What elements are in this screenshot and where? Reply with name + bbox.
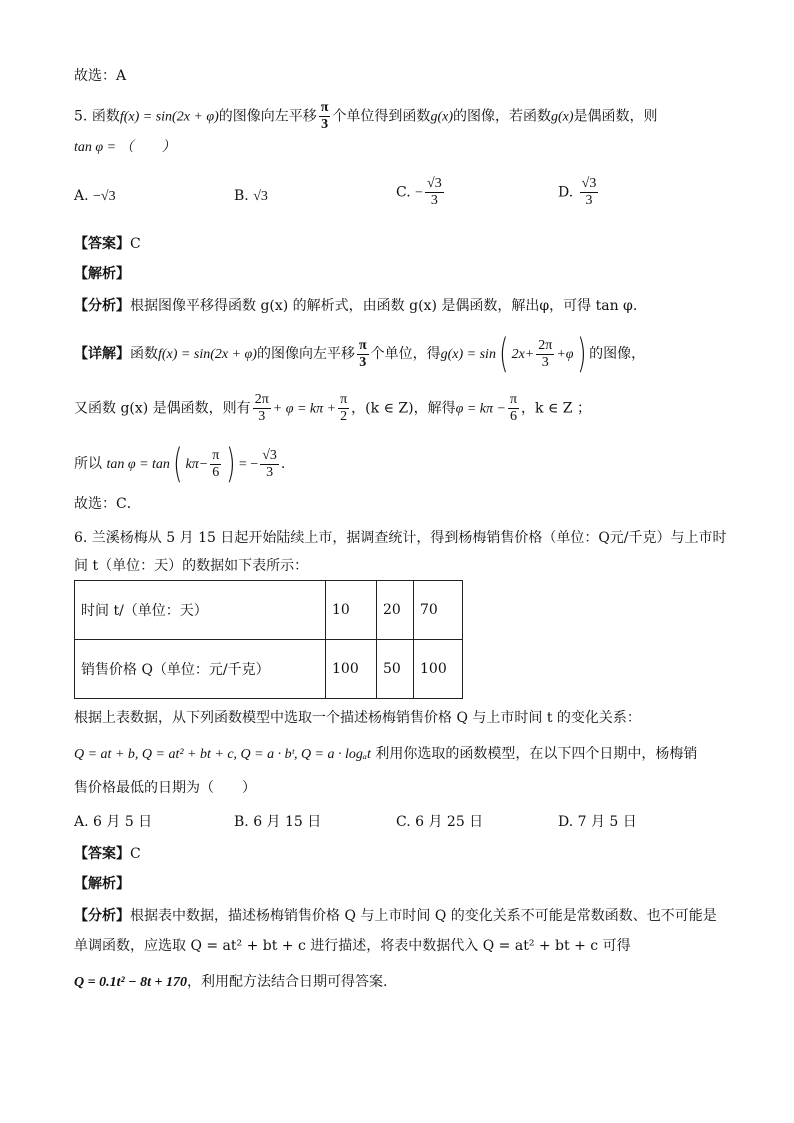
table-row xyxy=(75,640,463,699)
formula: Q = 0.1t² − 8t + 170 xyxy=(74,975,188,990)
table-cell: 70 xyxy=(414,581,463,640)
analysis-heading: 【解析】 xyxy=(74,876,130,892)
stem-text: 的图像， xyxy=(589,346,646,362)
answer-choice-line: 故选：C． xyxy=(74,496,141,512)
prev-answer-line: 故选：A xyxy=(74,68,127,84)
stem-text: 所以 xyxy=(74,456,102,472)
function-g: g(x) xyxy=(550,109,574,125)
expr: tan φ = tan xyxy=(106,457,170,472)
expr: 2x+ xyxy=(511,347,535,362)
period: . xyxy=(280,456,286,472)
tan-result-line xyxy=(74,441,286,487)
answer-6 xyxy=(74,844,141,864)
option-c xyxy=(396,176,446,209)
table-cell: 20 xyxy=(377,581,414,640)
section-label: 【分析】 xyxy=(74,298,130,314)
answer-label: 【答案】 xyxy=(74,236,130,252)
option-label: D. xyxy=(558,184,574,201)
expr: = − xyxy=(238,457,259,472)
tan-phi-prompt: tan φ = （ ） xyxy=(74,140,176,155)
option-value: −√3 xyxy=(93,189,116,204)
question-6-line-3: 售价格最低的日期为（ ） xyxy=(74,780,256,796)
stem-text: 个单位，得 xyxy=(370,346,441,362)
analysis-summary xyxy=(74,296,637,316)
answer-5 xyxy=(74,234,141,254)
option-a xyxy=(74,186,116,207)
question-6-line-2: 间 t（单位：天）的数据如下表所示： xyxy=(74,558,309,574)
expr: + φ = kπ + xyxy=(272,401,337,417)
question-6-models xyxy=(74,744,697,765)
fraction-pi-3: $\frac{\pi}{3}$ xyxy=(358,337,367,370)
stem-text: 函数 xyxy=(130,346,158,362)
data-table xyxy=(74,580,463,699)
stem-text: ，(k ∈ Z)，解得 xyxy=(351,400,456,417)
analysis-6-line-1 xyxy=(74,906,717,926)
table-cell: 10 xyxy=(326,581,377,640)
option-b xyxy=(234,186,268,207)
right-paren: ) xyxy=(226,441,236,487)
fraction-2pi-3: $\frac{2\pi}{3}$ xyxy=(538,337,553,370)
section-label: 【分析】 xyxy=(74,908,130,924)
section-text: 根据表中数据，描述杨梅销售价格 Q 与上市时间 Q 的变化关系不可能是常数函数、也不可能是 xyxy=(130,908,717,924)
table-cell: 销售价格 Q（单位：元/千克） xyxy=(75,640,326,699)
stem-text: 的图像向左平移 xyxy=(256,346,355,362)
section-text: 根据图像平移得函数 g(x) 的解析式，由函数 g(x) 是偶函数，解出φ，可得 tan φ. xyxy=(130,298,638,314)
answer-value: C xyxy=(130,846,141,862)
section-label: 【详解】 xyxy=(74,346,130,362)
fraction-pi-6: $\frac{\pi}{6}$ xyxy=(212,447,220,480)
expr: kπ− xyxy=(185,457,209,472)
fraction-pi-6: $\frac{\pi}{6}$ xyxy=(509,392,518,424)
fraction-sqrt3-3: $\frac{√3}{3}$ xyxy=(262,447,277,480)
function-f: f(x) = sin(2x + φ) xyxy=(119,109,219,125)
question-6-models-intro: 根据上表数据，从下列函数模型中选取一个描述杨梅销售价格 Q 与上市时间 t 的变化关系： xyxy=(74,710,641,726)
right-paren: ) xyxy=(576,331,587,377)
expr: +φ xyxy=(556,347,574,362)
minus-sign: − xyxy=(415,185,424,201)
analysis-6-line-3 xyxy=(74,972,387,993)
table-row xyxy=(75,581,463,640)
option-d xyxy=(558,176,600,209)
function-f: f(x) = sin(2x + φ) xyxy=(158,347,257,362)
stem-text: 的图像向左平移 xyxy=(218,108,317,125)
section-text: ，利用配方法结合日期可得答案. xyxy=(187,974,388,990)
option-b: B. 6 月 15 日 xyxy=(234,814,322,830)
stem-text: 利用你选取的函数模型，在以下四个日期中，杨梅销 xyxy=(375,746,698,762)
option-label: C. xyxy=(396,184,411,201)
answer-label: 【答案】 xyxy=(74,846,130,862)
fraction-sqrt3-3: $\frac{√3}{3}$ xyxy=(427,176,442,208)
option-value: √3 xyxy=(253,189,268,204)
option-label: A. xyxy=(74,188,89,204)
stem-text: ，k ∈ Z ； xyxy=(521,400,591,417)
option-c: C. 6 月 25 日 xyxy=(396,814,484,830)
table-cell: 100 xyxy=(414,640,463,699)
question-6-line-1: 6. 兰溪杨梅从 5 月 15 日起开始陆续上市，据调查统计，得到杨梅销售价格（单位：Q元/千克）与上市时 xyxy=(74,530,727,546)
stem-text: 的图像，若函数 xyxy=(452,108,551,125)
fraction-pi-2: $\frac{\pi}{2}$ xyxy=(340,392,348,424)
left-paren: ( xyxy=(499,331,509,377)
analysis-heading: 【解析】 xyxy=(74,266,130,282)
table-cell: 50 xyxy=(377,640,414,699)
table-cell: 时间 t/（单位：天） xyxy=(75,581,326,640)
option-a: A. 6 月 5 日 xyxy=(74,814,153,830)
stem-text: 个单位得到函数 xyxy=(332,108,431,125)
function-g: g(x) = sin xyxy=(440,347,496,362)
model-formulas: Q = at + b, Q = at² + bt + c, Q = a · bᵗ, Q = a · logₐt xyxy=(74,747,371,762)
stem-text: 是偶函数，则 xyxy=(573,108,658,125)
fraction-2pi-3: $\frac{2\pi}{3}$ xyxy=(254,392,269,424)
expr: φ = kπ − xyxy=(455,401,506,417)
function-g: g(x) xyxy=(430,109,453,125)
detailed-solution-line-1 xyxy=(74,331,646,377)
fraction-pi-3: $\frac{\pi}{3}$ xyxy=(320,100,329,132)
answer-value: C xyxy=(130,236,141,252)
stem-text: 函数 xyxy=(91,108,120,125)
even-function-line xyxy=(74,392,591,425)
left-paren: ( xyxy=(173,441,183,487)
table-cell: 100 xyxy=(326,640,377,699)
option-d: D. 7 月 5 日 xyxy=(558,814,637,830)
fraction-sqrt3-3: $\frac{√3}{3}$ xyxy=(581,176,597,208)
analysis-6-line-2: 单调函数，应选取 Q = at² + bt + c 进行描述，将表中数据代入 Q = at² + bt + c 可得 xyxy=(74,938,631,954)
stem-text: 又函数 g(x) 是偶函数，则有 xyxy=(74,400,251,417)
question-number: 5. xyxy=(74,108,88,125)
question-5-stem xyxy=(74,100,658,133)
option-label: B. xyxy=(234,188,249,204)
